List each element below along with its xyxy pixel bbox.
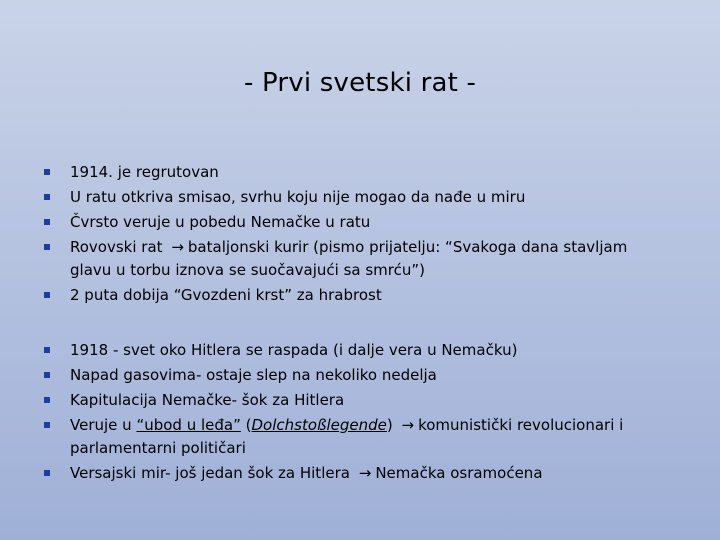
bullet-list-group-2 xyxy=(44,338,684,486)
paren-close: ) xyxy=(386,416,393,434)
square-bullet-icon xyxy=(44,169,50,175)
list-item-text-continued: glavu u torbu iznova se suočavajući sa smrću”) xyxy=(70,261,425,279)
list-item-prefix: Rovovski rat xyxy=(70,238,163,256)
list-item xyxy=(44,338,684,363)
list-item xyxy=(44,461,684,486)
right-arrow-icon: → xyxy=(171,238,184,256)
list-item xyxy=(44,413,684,461)
list-item-text: Kapitulacija Nemačke- šok za Hitlera xyxy=(70,391,345,409)
list-item-text: Nemačka osramoćena xyxy=(375,464,543,482)
list-item xyxy=(44,235,684,283)
square-bullet-icon xyxy=(44,244,50,250)
list-item xyxy=(44,283,684,308)
square-bullet-icon xyxy=(44,397,50,403)
list-item-text-continued: parlamentarni političari xyxy=(70,439,246,457)
list-item xyxy=(44,185,684,210)
list-item-text: Čvrsto veruje u pobedu Nemačke u ratu xyxy=(70,213,371,231)
list-item-text: 2 puta dobija “Gvozdeni krst” za hrabrost xyxy=(70,286,382,304)
slide-title: - Prvi svetski rat - xyxy=(243,68,477,98)
list-item xyxy=(44,210,684,235)
square-bullet-icon xyxy=(44,347,50,353)
square-bullet-icon xyxy=(44,219,50,225)
square-bullet-icon xyxy=(44,194,50,200)
list-item-text: U ratu otkriva smisao, svrhu koju nije mogao da nađe u miru xyxy=(70,188,526,206)
list-item-text: Napad gasovima- ostaje slep na nekoliko nedelja xyxy=(70,366,437,384)
list-item xyxy=(44,160,684,185)
paren-open: ( xyxy=(240,416,252,434)
list-item-text: bataljonski kurir (pismo prijatelju: “Svakoga dana stavljam xyxy=(187,238,628,256)
list-item-text: komunistički revolucionari i xyxy=(418,416,624,434)
list-item-prefix: Veruje u xyxy=(70,416,137,434)
square-bullet-icon xyxy=(44,292,50,298)
list-item-text: 1918 - svet oko Hitlera se raspada (i dalje vera u Nemačku) xyxy=(70,341,518,359)
list-item xyxy=(44,363,684,388)
bullet-list-group-1 xyxy=(44,160,684,308)
stab-in-back-term: “ubod u leđa” xyxy=(136,416,241,434)
right-arrow-icon: → xyxy=(401,416,415,434)
right-arrow-icon: → xyxy=(358,464,372,482)
list-item xyxy=(44,388,684,413)
list-item-text: 1914. je regrutovan xyxy=(70,163,219,181)
square-bullet-icon xyxy=(44,372,50,378)
square-bullet-icon xyxy=(44,422,50,428)
list-item-prefix: Versajski mir- još jedan šok za Hitlera xyxy=(70,464,350,482)
dolchstoss-term: Dolchstoßlegende xyxy=(251,416,387,434)
square-bullet-icon xyxy=(44,470,50,476)
